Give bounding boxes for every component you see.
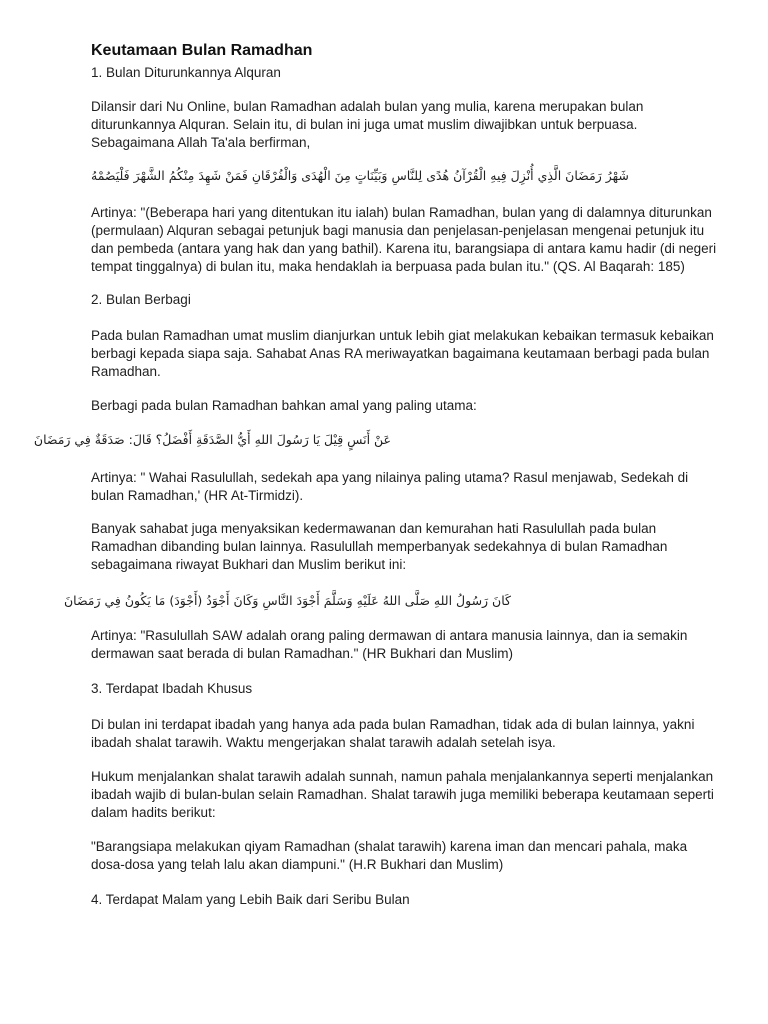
paragraph-line: Hukum menjalankan shalat tarawih adalah sunnah, namun pahala menjalankannya seperti menjalankan: [91, 769, 714, 784]
paragraph-6: [91, 768, 714, 822]
section-heading-4: 4. Terdapat Malam yang Lebih Baik dari Seribu Bulan: [91, 892, 410, 907]
section-heading-1: 1. Bulan Diturunkannya Alquran: [91, 65, 281, 80]
paragraph-line: Di bulan ini terdapat ibadah yang hanya ada pada bulan Ramadhan, tidak ada di bulan lainnya, yakni: [91, 717, 695, 732]
arabic-hadith-2: كَانَ رَسُولُ اللهِ صَلَّى اللهُ عَلَيْهِ وَسَلَّمَ أَجْوَدَ النَّاسِ وَكَانَ أَجْوَدُ (أَجْوَدَ) مَا يَكُونُ فِي رَمَضَانَ: [63, 593, 511, 608]
paragraph-line: Artinya: "(Beberapa hari yang ditentukan itu ialah) bulan Ramadhan, bulan yang di dalamnya diturunkan: [91, 205, 712, 220]
paragraph-line: dermawan saat berada di bulan Ramadhan." (HR Bukhari dan Muslim): [91, 646, 514, 661]
paragraph-3: Berbagi pada bulan Ramadhan bahkan amal yang paling utama:: [91, 398, 477, 413]
paragraph-line: dalam hadits berikut:: [91, 805, 216, 820]
paragraph-line: Artinya: "Rasulullah SAW adalah orang paling dermawan di antara manusia lainnya, dan ia semakin: [91, 628, 688, 643]
translation-1: [91, 204, 716, 276]
arabic-verse-1: شَهْرُ رَمَضَانَ الَّذِي أُنْزِلَ فِيهِ الْقُرْآنُ هُدًى لِلنَّاسِ وَبَيِّنَاتٍ مِنَ الْهُدَى وَالْفُرْقَانِ فَمَنْ شَهِدَ مِنْكُمُ الشَّهْرَ فَلْيَصُمْهُ: [91, 168, 629, 183]
paragraph-line: Ramadhan.: [91, 364, 161, 379]
paragraph-line: bulan Ramadhan,' (HR At-Tirmidzi).: [91, 488, 304, 503]
paragraph-line: "Barangsiapa melakukan qiyam Ramadhan (shalat tarawih) karena iman dan mencari pahala, maka: [91, 839, 688, 854]
paragraph-line: Dilansir dari Nu Online, bulan Ramadhan adalah bulan yang mulia, karena merupakan bulan: [91, 99, 644, 114]
paragraph-2: [91, 327, 714, 381]
paragraph-5: [91, 716, 694, 752]
paragraph-1: [91, 98, 643, 152]
paragraph-line: berbagi kepada siapa saja. Sahabat Anas RA meriwayatkan bagaimana keutamaan berbagi pada bulan: [91, 346, 710, 361]
paragraph-line: dosa-dosa yang telah lalu akan diampuni." (H.R Bukhari dan Muslim): [91, 857, 504, 872]
paragraph-line: (permulaan) Alquran sebagai petunjuk bagi manusia dan penjelasan-penjelasan mengenai petunjuk itu: [91, 223, 705, 238]
paragraph-line: Banyak sahabat juga menyaksikan kedermawanan dan kemurahan hati Rasulullah pada bulan: [91, 521, 657, 536]
document-title: Keutamaan Bulan Ramadhan: [91, 42, 313, 59]
section-heading-3: 3. Terdapat Ibadah Khusus: [91, 681, 253, 696]
paragraph-line: ibadah wajib di bulan-bulan selain Ramadhan. Shalat tarawih juga memiliki beberapa keutamaan seperti: [91, 787, 714, 802]
paragraph-line: tempat tinggalnya) di bulan itu, maka hendaklah ia berpuasa pada bulan itu." (QS. Al Baqarah: 185): [91, 259, 685, 274]
paragraph-line: Pada bulan Ramadhan umat muslim dianjurkan untuk lebih giat melakukan kebaikan termasuk kebaikan: [91, 328, 714, 343]
translation-2: [91, 469, 688, 505]
paragraph-line: ibadah shalat tarawih. Waktu mengerjakan shalat tarawih adalah setelah isya.: [91, 735, 556, 750]
paragraph-line: Artinya: " Wahai Rasulullah, sedekah apa yang nilainya paling utama? Rasul menjawab, Sedekah di: [91, 470, 689, 485]
paragraph-4: [91, 520, 667, 574]
section-heading-2: 2. Bulan Berbagi: [91, 292, 191, 307]
translation-3: [91, 627, 687, 663]
paragraph-line: diturunkannya Alquran. Selain itu, di bulan ini juga umat muslim diwajibkan untuk berpuasa.: [91, 117, 638, 132]
paragraph-7: [91, 838, 687, 874]
paragraph-line: Sebagaimana Allah Ta'ala berfirman,: [91, 135, 311, 150]
paragraph-line: sebagaimana riwayat Bukhari dan Muslim berikut ini:: [91, 557, 407, 572]
paragraph-line: dan pembeda (antara yang hak dan yang bathil). Karena itu, barangsiapa di antara kamu hadir (di negeri: [91, 241, 717, 256]
arabic-hadith-1: عَنْ أَنَسٍ قِيْلَ يَا رَسُولَ اللهِ أَيُّ الصَّدَقَةِ أَفْضَلُ؟ قَالَ: صَدَقَةٌ فِي رَمَضَانَ: [33, 432, 391, 447]
paragraph-line: Ramadhan dibanding bulan lainnya. Rasulullah memperbanyak sedekahnya di bulan Ramadhan: [91, 539, 668, 554]
